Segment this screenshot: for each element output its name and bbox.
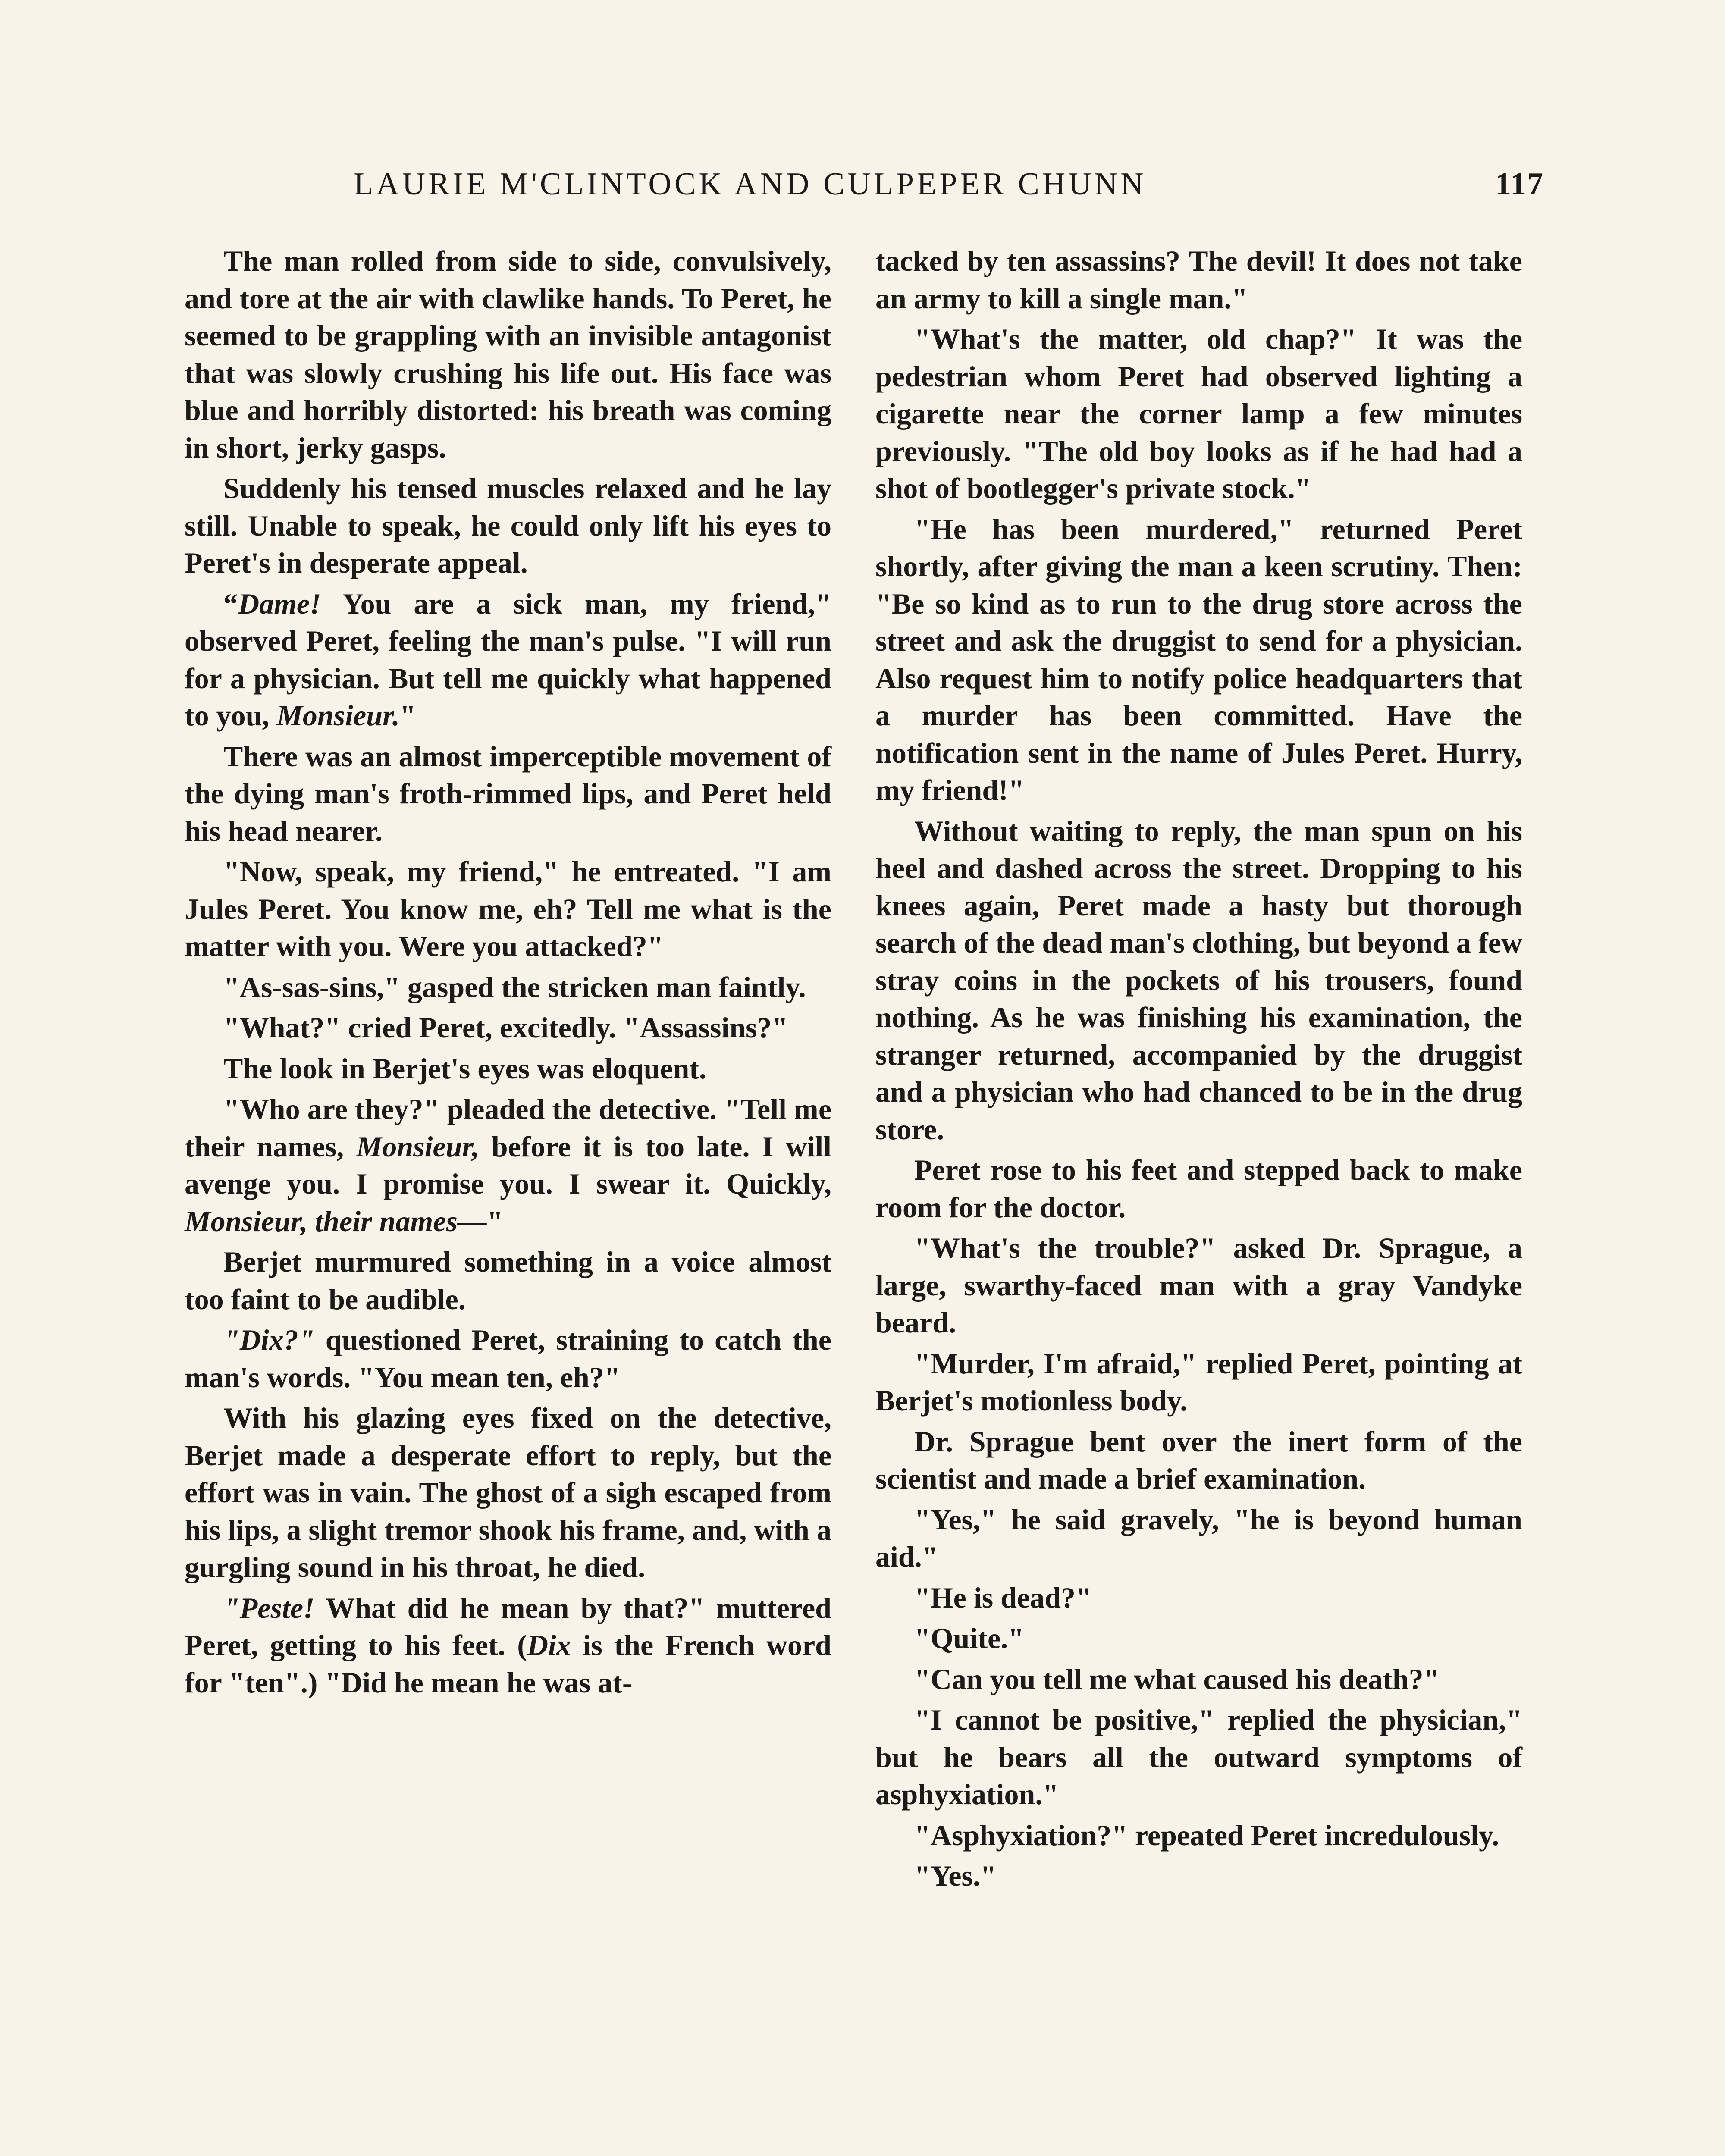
paragraph: "Murder, I'm afraid," replied Peret, pointing at Berjet's motionless body.	[875, 1347, 1522, 1417]
paragraph-text: You are a sick man, my friend," observed Peret, feeling the man's pulse. "I will run for a physician. But tell me quickly what happened to you,	[185, 587, 831, 732]
paragraph: “Dame! You are a sick man, my friend," observed Peret, feeling the man's pulse. "I will run for a physician. But tell me quickly what happened to you, Monsieur."	[185, 587, 831, 732]
running-title: LAURIE M'CLINTOCK AND CULPEPER CHUNN	[354, 166, 1147, 202]
paragraph: "What's the trouble?" asked Dr. Sprague, a large, swarthy-faced man with a gray Vandyke beard.	[875, 1232, 1522, 1339]
running-head	[181, 160, 1544, 208]
paragraph: There was an almost imperceptible movement of the dying man's froth-rimmed lips, and Peret held his head nearer.	[185, 740, 831, 847]
paragraph-text: is the French word for "ten".) "Did he mean he was at-	[185, 1629, 831, 1699]
paragraph: "As-sas-sins," gasped the stricken man faintly.	[223, 970, 806, 1003]
paragraph-text: "	[399, 699, 416, 732]
paragraph: Without waiting to reply, the man spun on his heel and dashed across the street. Dropping to his knees again, Peret made a hasty but thorough search of the dead man's clothing, but beyond a few stray coins in the pockets of his trousers, found nothing. As he was finishing his examination, the stranger returned, accompanied by the druggist and a physician who had chanced to be in the drug store.	[875, 814, 1522, 1146]
paragraph-text: "	[486, 1204, 503, 1238]
paragraph	[185, 1321, 831, 1396]
paragraph-text: "Who are they?" pleaded the detective. "Tell me their names,	[185, 1093, 831, 1163]
paragraph: "What?" cried Peret, excitedly. "Assassins?"	[223, 1011, 788, 1044]
paragraph-continued: tacked by ten assassins? The devil! It does not take an army to kill a single man."	[875, 244, 1522, 315]
italic-text: Dame!	[238, 587, 321, 620]
paragraph: "Yes," he said gravely, "he is beyond human aid."	[875, 1503, 1522, 1573]
italic-text: "Peste!	[223, 1591, 315, 1624]
paragraph: "Now, speak, my friend," he entreated. "I am Jules Peret. You know me, eh? Tell me what is the matter with you. Were you attacked?"	[185, 855, 831, 962]
italic-text: Monsieur, their names—	[185, 1204, 487, 1238]
paragraph: Peret rose to his feet and stepped back to make room for the doctor.	[875, 1153, 1522, 1224]
paragraph: Suddenly his tensed muscles relaxed and he lay still. Unable to speak, he could only lift his eyes to Peret's in desperate appeal.	[185, 472, 831, 579]
paragraph: Dr. Sprague bent over the inert form of the scientist and made a brief examination.	[875, 1425, 1522, 1495]
paragraph: "Can you tell me what caused his death?"	[914, 1662, 1440, 1695]
paragraph: The look in Berjet's eyes was eloquent.	[223, 1052, 707, 1085]
paragraph-text: questioned Peret, straining to catch the man's words. "You mean ten, eh?"	[185, 1323, 831, 1394]
paragraph: "What's the matter, old chap?" It was the pedestrian whom Peret had observed lighting a cigarette near the corner lamp a few minutes previously. "The old boy looks as if he had had a shot of bootlegger's private stock."	[875, 323, 1522, 505]
paragraph: "He has been murdered," returned Peret shortly, after giving the man a keen scrutiny. Then: "Be so kind as to run to the drug store across the street and ask the druggist to send for a physician. Also request him to notify police headquarters that a murder has been committed. Have the notification sent in the name of Jules Peret. Hurry, my friend!"	[875, 512, 1522, 806]
paragraph-text: What did he mean by that?" muttered Peret, getting to his feet. (	[185, 1591, 831, 1661]
paragraph: Berjet murmured something in a voice almost too faint to be audible.	[185, 1245, 831, 1316]
italic-text: "Dix?"	[223, 1323, 315, 1356]
paragraph	[185, 1589, 831, 1702]
italic-text: Dix	[527, 1629, 571, 1661]
italic-text: Monsieur,	[356, 1130, 480, 1163]
paragraph: "Quite."	[914, 1622, 1024, 1655]
paragraph: "He is dead?"	[914, 1581, 1092, 1614]
paragraph: "Asphyxiation?" repeated Peret incredulously.	[914, 1818, 1499, 1852]
paragraph: "Yes."	[914, 1859, 997, 1892]
left-column	[185, 242, 831, 1705]
paragraph	[185, 1091, 831, 1240]
paragraph: "I cannot be positive," replied the physician," but he bears all the outward symptoms of asphyxiation."	[875, 1703, 1522, 1811]
page-number: 117	[1495, 166, 1544, 202]
right-column	[875, 242, 1522, 1898]
italic-text: Monsieur.	[276, 699, 400, 732]
paragraph: With his glazing eyes fixed on the detective, Berjet made a desperate effort to reply, but the effort was in vain. The ghost of a sigh escaped from his lips, a slight tremor shook his frame, and, with a gurgling sound in his throat, he died.	[185, 1401, 831, 1583]
paragraph: The man rolled from side to side, convulsively, and tore at the air with clawlike hands. To Peret, he seemed to be grappling with an invisible antagonist that was slowly crushing his life out. His face was blue and horribly distorted: his breath was coming in short, jerky gasps.	[185, 244, 831, 464]
paragraph-text: before it is too late. I will avenge you. I promise you. I swear it. Quickly,	[185, 1130, 831, 1200]
